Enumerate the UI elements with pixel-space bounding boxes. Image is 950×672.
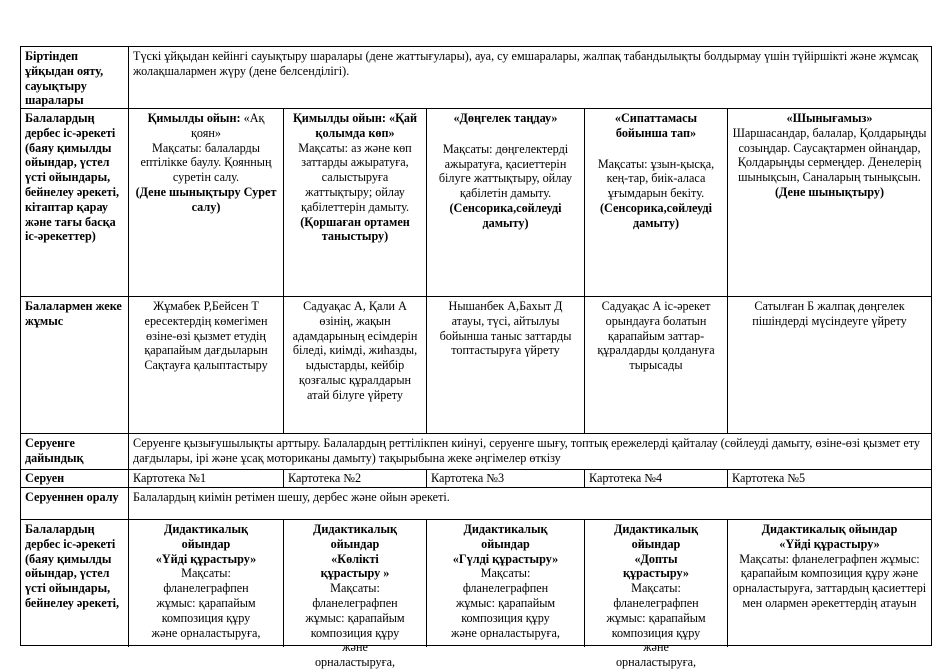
game-body: Мақсаты: фланелеграфпен жұмыс: қарапайым композиция құру және орналастыруға,	[305, 581, 405, 670]
game-body: Мақсаты: фланелеграфпен жұмыс: қарапайым композиция құру және орналастыруға, заттардың қасиеттері мен олармен әрекеттердің атауын	[732, 551, 927, 610]
row-wakeup	[21, 47, 931, 109]
activity-cell	[284, 109, 427, 296]
activity-cell	[129, 109, 284, 296]
activity-tag: (Дене шынықтыру)	[774, 184, 885, 199]
game-cell	[427, 520, 585, 647]
individual-cell: Садуақас А, Қали А өзінің, жақын адамдарының есімдерін біледі, киімді, жиһазды, ыдыстарды, кейбір қозғалыс құралдарын атай білуге үйрету	[284, 297, 427, 433]
activity-title-rest: «Ақ қоян»	[190, 111, 265, 140]
row-content: Балалардың киімін ретімен шешу, дербес және ойын әрекеті.	[133, 490, 450, 504]
activity-title: «Сипаттамасы бойынша тап»	[614, 111, 698, 140]
activity-tag: (Сенсорика,сөйлеуді дамыту)	[449, 200, 562, 230]
activity-body: Шаршасандар, балалар, Қолдарыңды созыңдар. Саусақтармен ойнаңдар, Қолдарыңды сермеңдер. Денелерің шынықсын, Саналарың тынықсын.	[732, 125, 927, 185]
game-body: Мақсаты: фланелеграфпен жұмыс: қарапайым композиция құру және орналастыруға,	[151, 566, 261, 640]
daily-plan-table	[20, 46, 932, 670]
activity-body: Мақсаты: балаларды ептілікке баулу. Қоянның суретін салу.	[140, 140, 272, 185]
row-label: Серуен	[21, 470, 129, 487]
row-label: Балалардың дербес іс-әрекеті (баяу қимылды ойындар, үстел үсті ойындары, бейнелеу әрекеті, кітаптар қарау және тағы басқа іс-әрекеттер)	[21, 109, 129, 296]
walk-card: Картотека №2	[284, 470, 427, 487]
game-title: «Гүлді құрастыру»	[452, 551, 559, 566]
individual-cell: Нышанбек А,Бахыт Д атауы, түсі, айтылуы бойынша таныс заттарды топтастыруға үйрету	[427, 297, 585, 433]
game-body: Мақсаты: фланелеграфпен жұмыс: қарапайым композиция құру және орналастыруға,	[606, 581, 706, 670]
game-cell	[284, 520, 427, 670]
row-label: Біртіндеп ұйқыдан ояту, сауықтыру шаралары	[21, 47, 129, 108]
row-independent-activity	[21, 109, 931, 297]
activity-title: «Шынығамыз»	[786, 111, 873, 125]
row-independent-activity-2	[21, 520, 931, 670]
activity-tag: (Дене шынықтыру Сурет салу)	[135, 184, 277, 214]
game-cell	[129, 520, 284, 647]
game-title: «Допты құрастыру»	[622, 551, 689, 581]
activity-tag: (Сенсорика,сөйлеуді дамыту)	[599, 200, 713, 230]
activity-body: Мақсаты: аз және көп заттарды ажыратуға, салыстыруға жаттықтыру; ойлау қабілеттерін дамыту.	[298, 140, 412, 214]
game-kind: Дидактикалық ойындар	[163, 522, 249, 551]
activity-cell	[585, 109, 728, 296]
row-return-from-walk	[21, 488, 931, 520]
row-label: Балалардың дербес іс-әрекеті (баяу қимылды ойындар, үстел үсті ойындары, бейнелеу әрекеті,	[21, 520, 129, 647]
row-individual-work	[21, 297, 931, 434]
game-kind: Дидактикалық ойындар	[761, 522, 898, 536]
row-label: Балалармен жеке жұмыс	[21, 297, 129, 433]
game-cell	[728, 520, 931, 647]
game-kind: Дидактикалық ойындар	[613, 522, 699, 551]
row-label: Серуеннен оралу	[21, 488, 129, 519]
activity-title: Қимылды ойын: «Қай қолымда көп»	[292, 111, 418, 140]
activity-tag: (Қоршаған ортамен таныстыру)	[300, 214, 410, 244]
game-title: «Үйді құрастыру»	[155, 551, 257, 566]
daily-plan-page	[20, 46, 932, 670]
row-walk	[21, 470, 931, 488]
game-kind: Дидактикалық ойындар	[312, 522, 398, 551]
walk-card: Картотека №5	[732, 471, 806, 485]
row-walk-preparation	[21, 434, 931, 470]
individual-cell: Жұмабек Р,Бейсен Т ересектердің көмегімен өзіне-өзі қызмет етудің қарапайым дағдыларын Сақтауға қалыптастыру	[129, 297, 284, 433]
game-title: «Көлікті құрастыру »	[320, 551, 390, 581]
activity-body: Мақсаты: дөңгелектерді ажыратуға, қасиеттерін білуге жаттықтыру, ойлау қабілетін дамыту.	[438, 141, 573, 201]
row-content: Түскі ұйқыдан кейінгі сауықтыру шаралары (дене жаттығулары), ауа, су емшаралары, жалпақ табандылықты болдырмау үшін түйіршікті және жұмсақ жолақшалармен жүру (дене белсенділігі).	[133, 49, 919, 78]
activity-cell	[427, 109, 585, 296]
walk-card: Картотека №1	[129, 470, 284, 487]
walk-card: Картотека №3	[427, 470, 585, 487]
game-title: «Үйді құрастыру»	[779, 536, 880, 551]
activity-title: Қимылды ойын:	[147, 111, 241, 125]
game-cell	[585, 520, 728, 670]
row-label: Серуенге дайындық	[21, 434, 129, 469]
game-kind: Дидактикалық ойындар	[463, 522, 548, 551]
activity-title: «Дөңгелек таңдау»	[453, 111, 558, 125]
walk-card: Картотека №4	[585, 470, 728, 487]
activity-body: Мақсаты: ұзын-қысқа, кең-тар, биік-аласа ұғымдарын бекіту.	[597, 156, 715, 201]
individual-cell: Садуақас А іс-әрекет орындауға болатын қарапайым заттар-құралдарды қолдануға тырысады	[585, 297, 728, 433]
activity-cell	[728, 109, 931, 296]
individual-cell: Сатылған Б жалпақ дөңгелек пішіндерді мүсіндеуге үйрету	[752, 299, 907, 328]
row-content: Серуенге қызығушылықты арттыру. Балалардың реттілікпен киінуі, серуенге шығу, топтық ережелерді қайталау (сөйлеуді дамыту, өзіне-өзі қызмет ету дағдылары, ірі және ұсақ моториканы дамыту) тақырыбына жеке әңгімелер өткізу	[133, 436, 921, 465]
game-body: Мақсаты: фланелеграфпен жұмыс: қарапайым композиция құру және орналастыруға,	[451, 566, 560, 640]
